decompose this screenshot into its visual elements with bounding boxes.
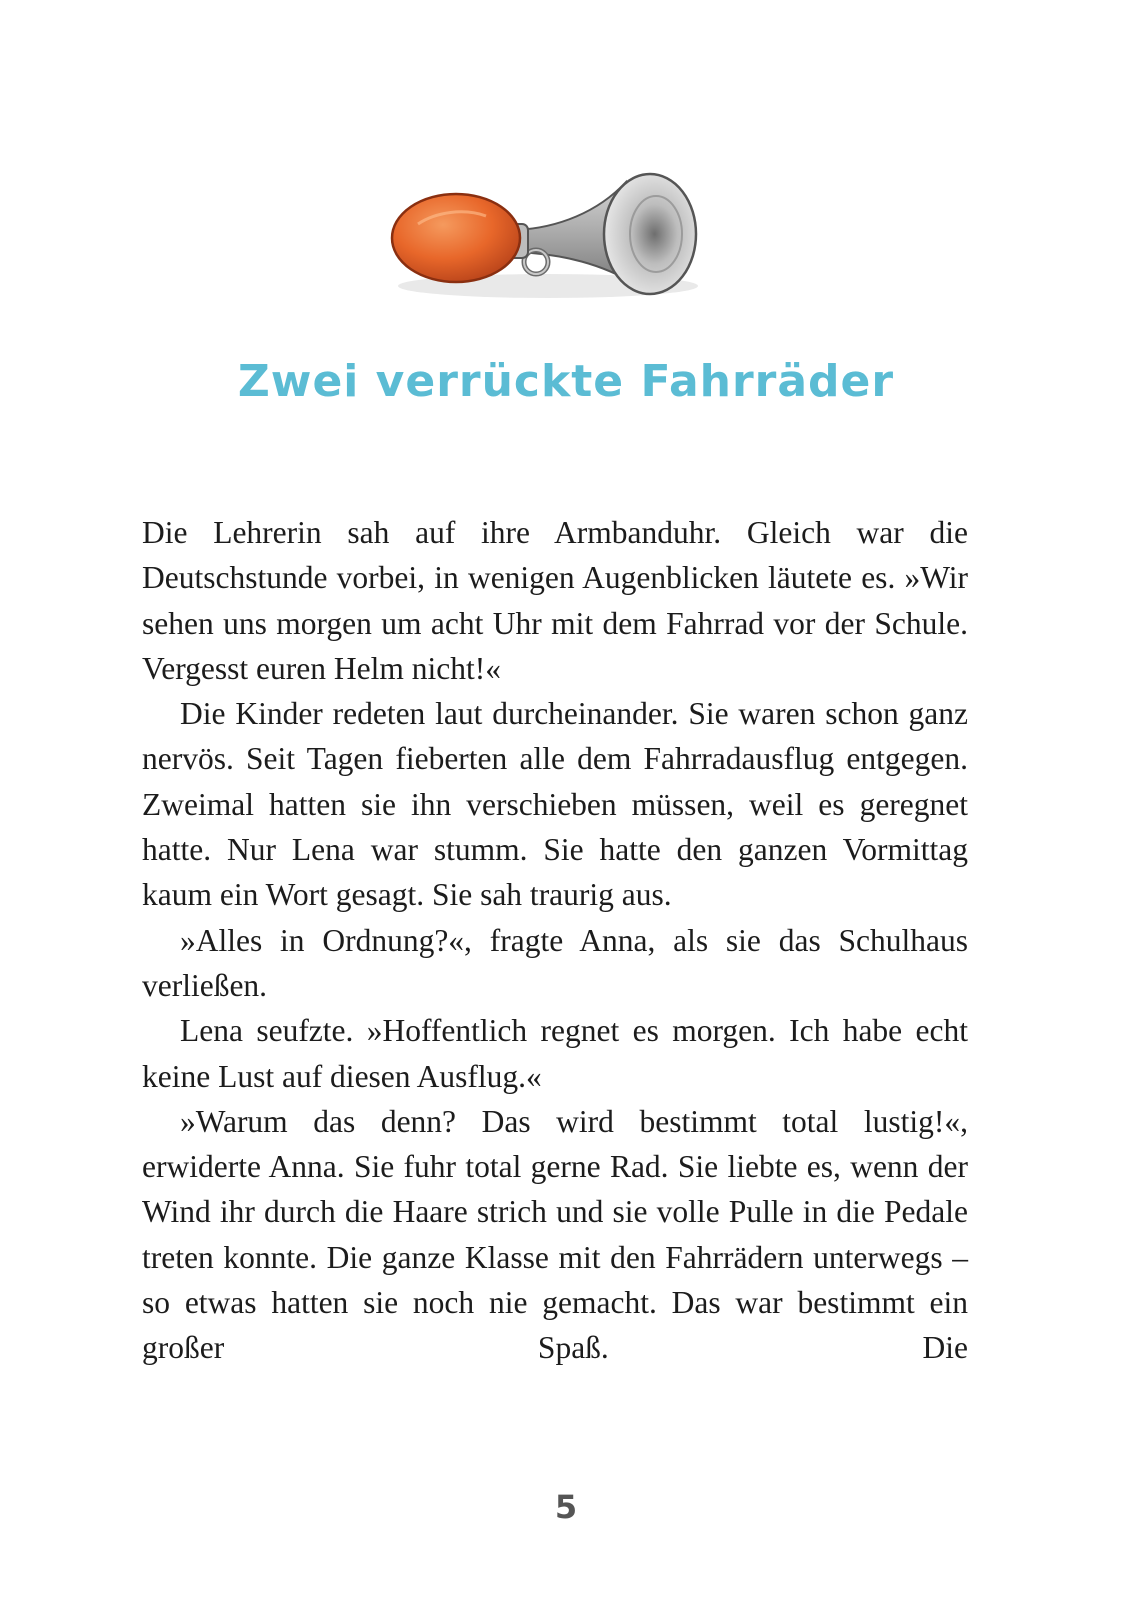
paragraph-2: Die Kinder redeten laut durcheinander. Sie waren schon ganz nervös. Seit Tagen fieberten alle dem Fahrradausflug entgegen. Zweimal hatten sie ihn verschieben müssen, weil es geregnet hatte. Nur Lena war stumm. Sie hatte den ganzen Vormittag kaum ein Wort gesagt. Sie sah traurig aus. [142,696,968,913]
bicycle-horn-illustration [388,168,728,318]
paragraph-5: »Warum das denn? Das wird bestimmt total lustig!«, erwiderte Anna. Sie fuhr total gerne Rad. Sie liebte es, wenn der Wind ihr durch die Haare strich und sie volle Pulle in die Pedale treten konnte. Die ganze Klasse mit den Fahrrädern unterwegs – so etwas hatten sie noch nie gemacht. Das war bestimmt ein großer Spaß. Die [142,1103,968,1366]
paragraph-3: »Alles in Ordnung?«, fragte Anna, als sie das Schulhaus verließen. [142,922,968,1003]
body-text [142,510,968,1371]
page-number: 5 [554,1488,578,1526]
paragraph-4: Lena seufzte. »Hoffentlich regnet es morgen. Ich habe echt keine Lust auf diesen Ausflug.« [142,1013,968,1094]
paragraph-1: Die Lehrerin sah auf ihre Armbanduhr. Gleich war die Deutschstunde vorbei, in wenigen Augenblicken läutete es. »Wir sehen uns morgen um acht Uhr mit dem Fahrrad vor der Schule. Vergesst euren Helm nicht!« [142,515,968,686]
bicycle-horn-icon [388,168,728,318]
chapter-title: Zwei verrückte Fahrräder [237,356,895,407]
